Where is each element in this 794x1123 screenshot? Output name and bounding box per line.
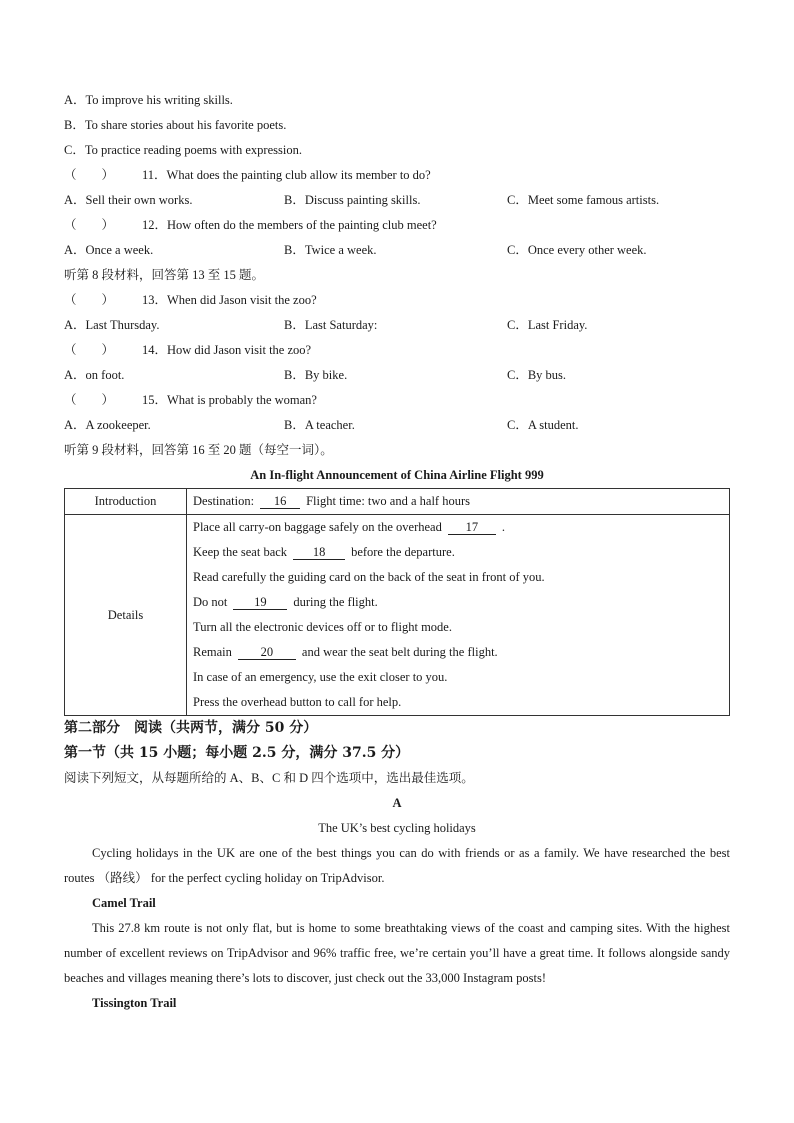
option-c: C．Last Friday.	[507, 318, 588, 332]
detail-text: during the flight.	[293, 595, 378, 609]
detail-line	[193, 640, 723, 665]
option-c: C．Meet some famous artists.	[507, 193, 660, 207]
option-a: A．Sell their own works.	[64, 193, 193, 207]
answer-paren[interactable]: （ ）	[64, 218, 115, 232]
question-15	[64, 388, 730, 413]
flight-time: Flight time: two and a half hours	[306, 494, 470, 508]
details-cell	[187, 515, 730, 716]
detail-line	[193, 515, 723, 540]
options-15	[64, 413, 730, 438]
trail-heading: Camel Trail	[92, 896, 156, 910]
blank-16[interactable]: 16	[260, 494, 300, 509]
option-c: C．A student.	[507, 418, 579, 432]
option-b: B．Last Saturday:	[284, 318, 378, 332]
option-a: A．To improve his writing skills.	[64, 93, 233, 107]
introduction-label: Introduction	[65, 489, 187, 515]
instruction-8: 听第 8 段材料，回答第 13 至 15 题。	[64, 268, 265, 282]
passage-title: The UK’s best cycling holidays	[318, 821, 476, 835]
blank-19[interactable]: 19	[233, 595, 287, 610]
options-13	[64, 313, 730, 338]
blank-17[interactable]: 17	[448, 520, 496, 535]
option-a: A．on foot.	[64, 368, 125, 382]
table-row	[65, 489, 730, 515]
option-c: C．By bus.	[507, 368, 567, 382]
answer-paren[interactable]: （ ）	[64, 393, 115, 407]
reading-instruction: 阅读下列短文，从每题所给的 A、B、C 和 D 四个选项中，选出最佳选项。	[64, 771, 474, 785]
question-text: 15．What is probably the woman?	[142, 393, 317, 407]
passage-intro: Cycling holidays in the UK are one of the best things you can do with friends or as a family. We have researched the best routes （路线） for the perfect cycling holiday on TripAdvisor.	[64, 846, 730, 885]
instruction-9: 听第 9 段材料，回答第 16 至 20 题（每空一词）。	[64, 443, 333, 457]
table-title: An In-flight Announcement of China Airline Flight 999	[250, 468, 544, 482]
option-a: A．Last Thursday.	[64, 318, 160, 332]
detail-text: Place all carry-on baggage safely on the overhead	[193, 520, 442, 534]
destination-label: Destination:	[193, 494, 255, 508]
options-12	[64, 238, 730, 263]
answer-paren[interactable]: （ ）	[64, 293, 115, 307]
detail-text: before the departure.	[351, 545, 455, 559]
detail-line: Read carefully the guiding card on the back of the seat in front of you.	[193, 570, 545, 584]
option-b: B．A teacher.	[284, 418, 355, 432]
detail-line	[193, 590, 723, 615]
table-row	[65, 515, 730, 716]
detail-text: Keep the seat back	[193, 545, 288, 559]
question-11	[64, 163, 730, 188]
options-14	[64, 363, 730, 388]
question-14	[64, 338, 730, 363]
question-text: 13．When did Jason visit the zoo?	[142, 293, 317, 307]
question-13	[64, 288, 730, 313]
detail-line: Turn all the electronic devices off or to flight mode.	[193, 620, 452, 634]
option-c: C．Once every other week.	[507, 243, 647, 257]
trail-description: This 27.8 km route is not only flat, but is home to some breathtaking views of the coast and camping sites. With the highest number of excellent reviews on TripAdvisor and 96% traffic free, we’re certain you’ll have a great time. It follows alongside sandy beaches and villages meaning there’s lots to discover, just check out the 33,000 Instagram posts!	[64, 921, 730, 985]
answer-paren[interactable]: （ ）	[64, 343, 115, 357]
blank-20[interactable]: 20	[238, 645, 296, 660]
details-label: Details	[65, 515, 187, 716]
detail-text: Remain	[193, 645, 232, 659]
section-one-heading: 第一节（共 15 小题；每小题 2.5 分，满分 37.5 分）	[64, 745, 410, 761]
detail-line: In case of an emergency, use the exit closer to you.	[193, 670, 448, 684]
exam-page	[64, 88, 730, 1016]
detail-text: .	[501, 520, 505, 534]
options-11	[64, 188, 730, 213]
trail-heading: Tissington Trail	[92, 996, 177, 1010]
answer-paren[interactable]: （ ）	[64, 168, 115, 182]
question-text: 11．What does the painting club allow its member to do?	[142, 168, 431, 182]
option-b: B．Twice a week.	[284, 243, 377, 257]
detail-line: Press the overhead button to call for help.	[193, 695, 402, 709]
blank-18[interactable]: 18	[293, 545, 345, 560]
question-12	[64, 213, 730, 238]
option-a: A．A zookeeper.	[64, 418, 151, 432]
option-b: B．Discuss painting skills.	[284, 193, 421, 207]
question-text: 14．How did Jason visit the zoo?	[142, 343, 312, 357]
option-a: A．Once a week.	[64, 243, 154, 257]
introduction-cell	[187, 489, 730, 515]
option-b: B．To share stories about his favorite poets.	[64, 118, 287, 132]
option-b: B．By bike.	[284, 368, 348, 382]
detail-text: Do not	[193, 595, 228, 609]
announcement-table	[64, 488, 730, 716]
detail-line	[193, 540, 723, 565]
part-two-heading: 第二部分 阅读（共两节，满分 50 分）	[64, 720, 318, 736]
option-c: C．To practice reading poems with expression.	[64, 143, 302, 157]
detail-text: and wear the seat belt during the flight.	[301, 645, 498, 659]
passage-letter: A	[392, 796, 402, 810]
question-text: 12．How often do the members of the painting club meet?	[142, 218, 437, 232]
